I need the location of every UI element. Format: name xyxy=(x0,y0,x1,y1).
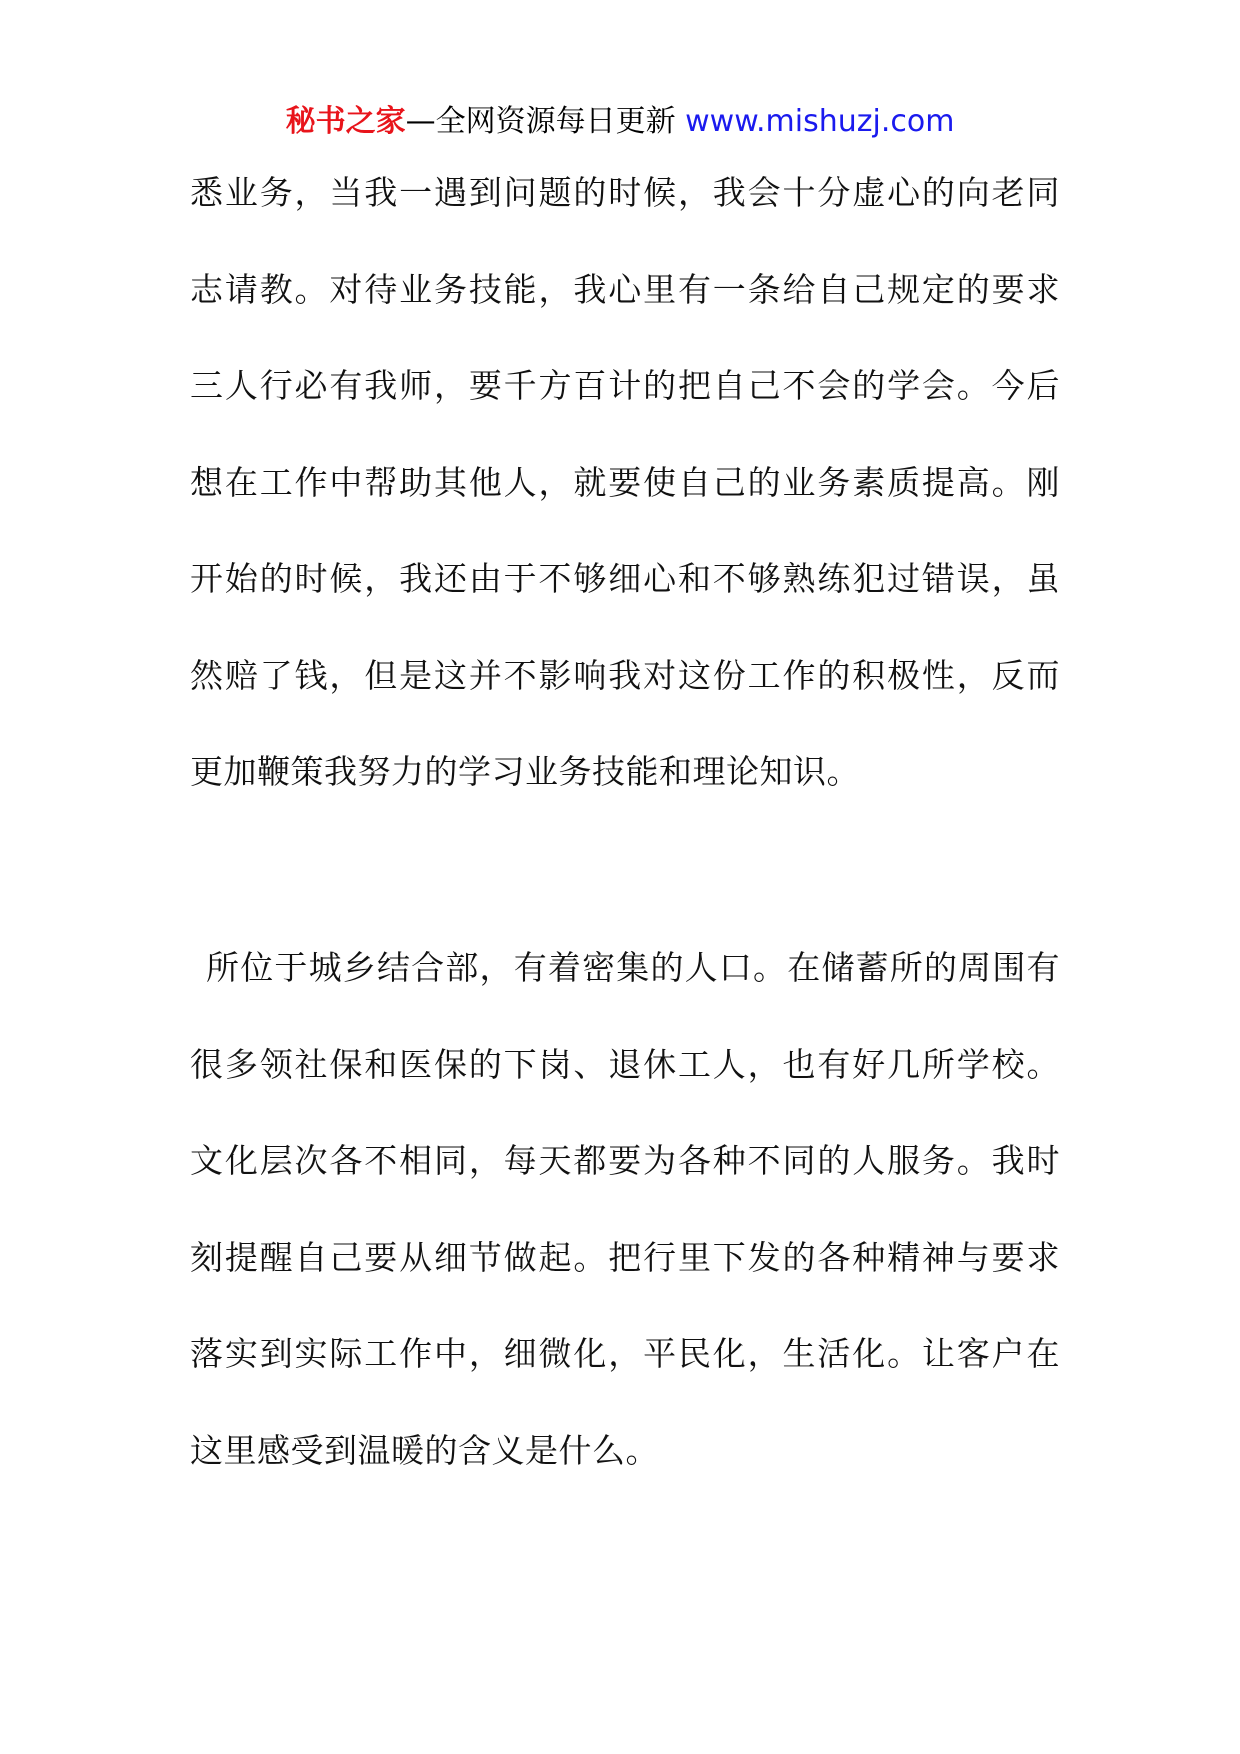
site-header xyxy=(0,100,1240,144)
site-url-link[interactable]: www.mishuzj.com xyxy=(685,104,955,139)
body-paragraph: 悉业务，当我一遇到问题的时候，我会十分虚心的向老同志请教。对待业务技能，我心里有一条给自己规定的要求三人行必有我师，要千方百计的把自己不会的学会。今后想在工作中帮助其他人，就要使自己的业务素质提高。刚开始的时候，我还由于不够细心和不够熟练犯过错误，虽然赔了钱，但是这并不影响我对这份工作的积极性，反而更加鞭策我努力的学习业务技能和理论知识。 xyxy=(190,173,1060,791)
paragraph-block-1 xyxy=(190,145,1060,821)
body-paragraph: 所位于城乡结合部，有着密集的人口。在储蓄所的周围有很多领社保和医保的下岗、退休工人，也有好几所学校。文化层次各不相同，每天都要为各种不同的人服务。我时刻提醒自己要从细节做起。把行里下发的各种精神与要求落实到实际工作中，细微化，平民化，生活化。让客户在这里感受到温暖的含义是什么。 xyxy=(190,948,1060,1470)
site-brand: 秘书之家 xyxy=(285,104,406,139)
site-tagline: —全网资源每日更新 xyxy=(405,104,676,139)
paragraph-block-2 xyxy=(190,920,1060,1499)
